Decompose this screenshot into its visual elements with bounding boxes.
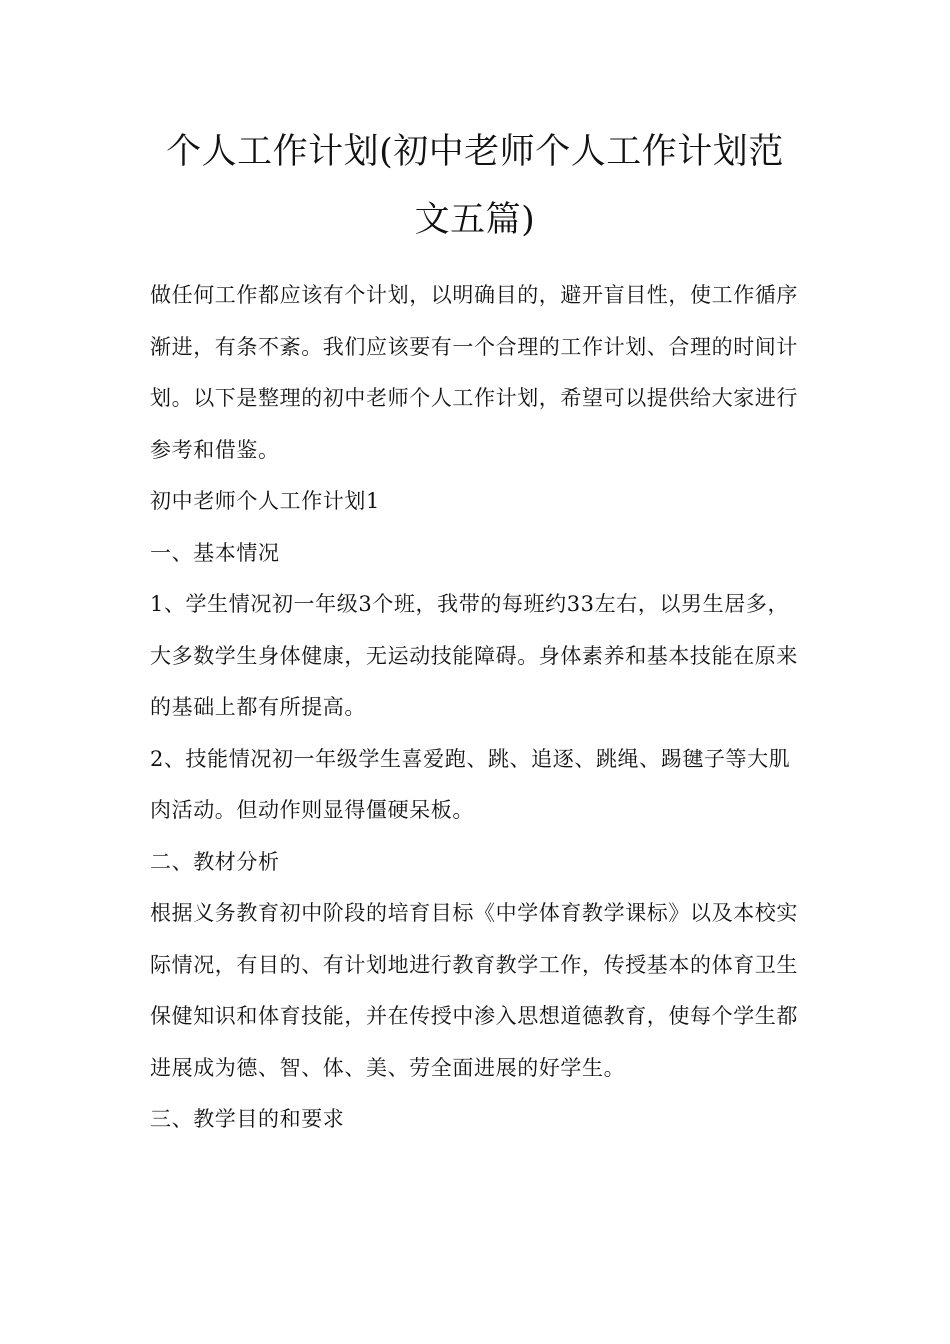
section-heading-materials: 二、教材分析 bbox=[150, 849, 280, 874]
plan-heading: 初中老师个人工作计划1 bbox=[150, 489, 380, 513]
section-heading-basic: 一、基本情况 bbox=[150, 540, 280, 565]
skill-situation-paragraph: 2、技能情况初一年级学生喜爱跑、跳、追逐、跳绳、踢毽子等大肌肉活动。但动作则显得僵硬呆板。 bbox=[150, 746, 791, 822]
document-body bbox=[150, 270, 800, 1146]
intro-paragraph: 做任何工作都应该有个计划，以明确目的，避开盲目性，使工作循序渐进，有条不紊。我们应该要有一个合理的工作计划、合理的时间计划。以下是整理的初中老师个人工作计划，希望可以提供给大家进行参考和借鉴。 bbox=[150, 283, 798, 462]
student-situation-paragraph: 1、学生情况初一年级3个班，我带的每班约33左右，以男生居多，大多数学生身体健康，无运动技能障碍。身体素养和基本技能在原来的基础上都有所提高。 bbox=[150, 592, 798, 719]
section-heading-goals: 三、教学目的和要求 bbox=[150, 1107, 345, 1131]
materials-analysis-paragraph: 根据义务教育初中阶段的培育目标《中学体育教学课标》以及本校实际情况，有目的、有计划地进行教育教学工作，传授基本的体育卫生保健知识和体育技能，并在传授中渗入思想道德教育，使每个学生都进展成为德、智、体、美、劳全面进展的好学生。 bbox=[150, 901, 798, 1080]
document-title: 个人工作计划(初中老师个人工作计划范文五篇) bbox=[166, 132, 784, 240]
